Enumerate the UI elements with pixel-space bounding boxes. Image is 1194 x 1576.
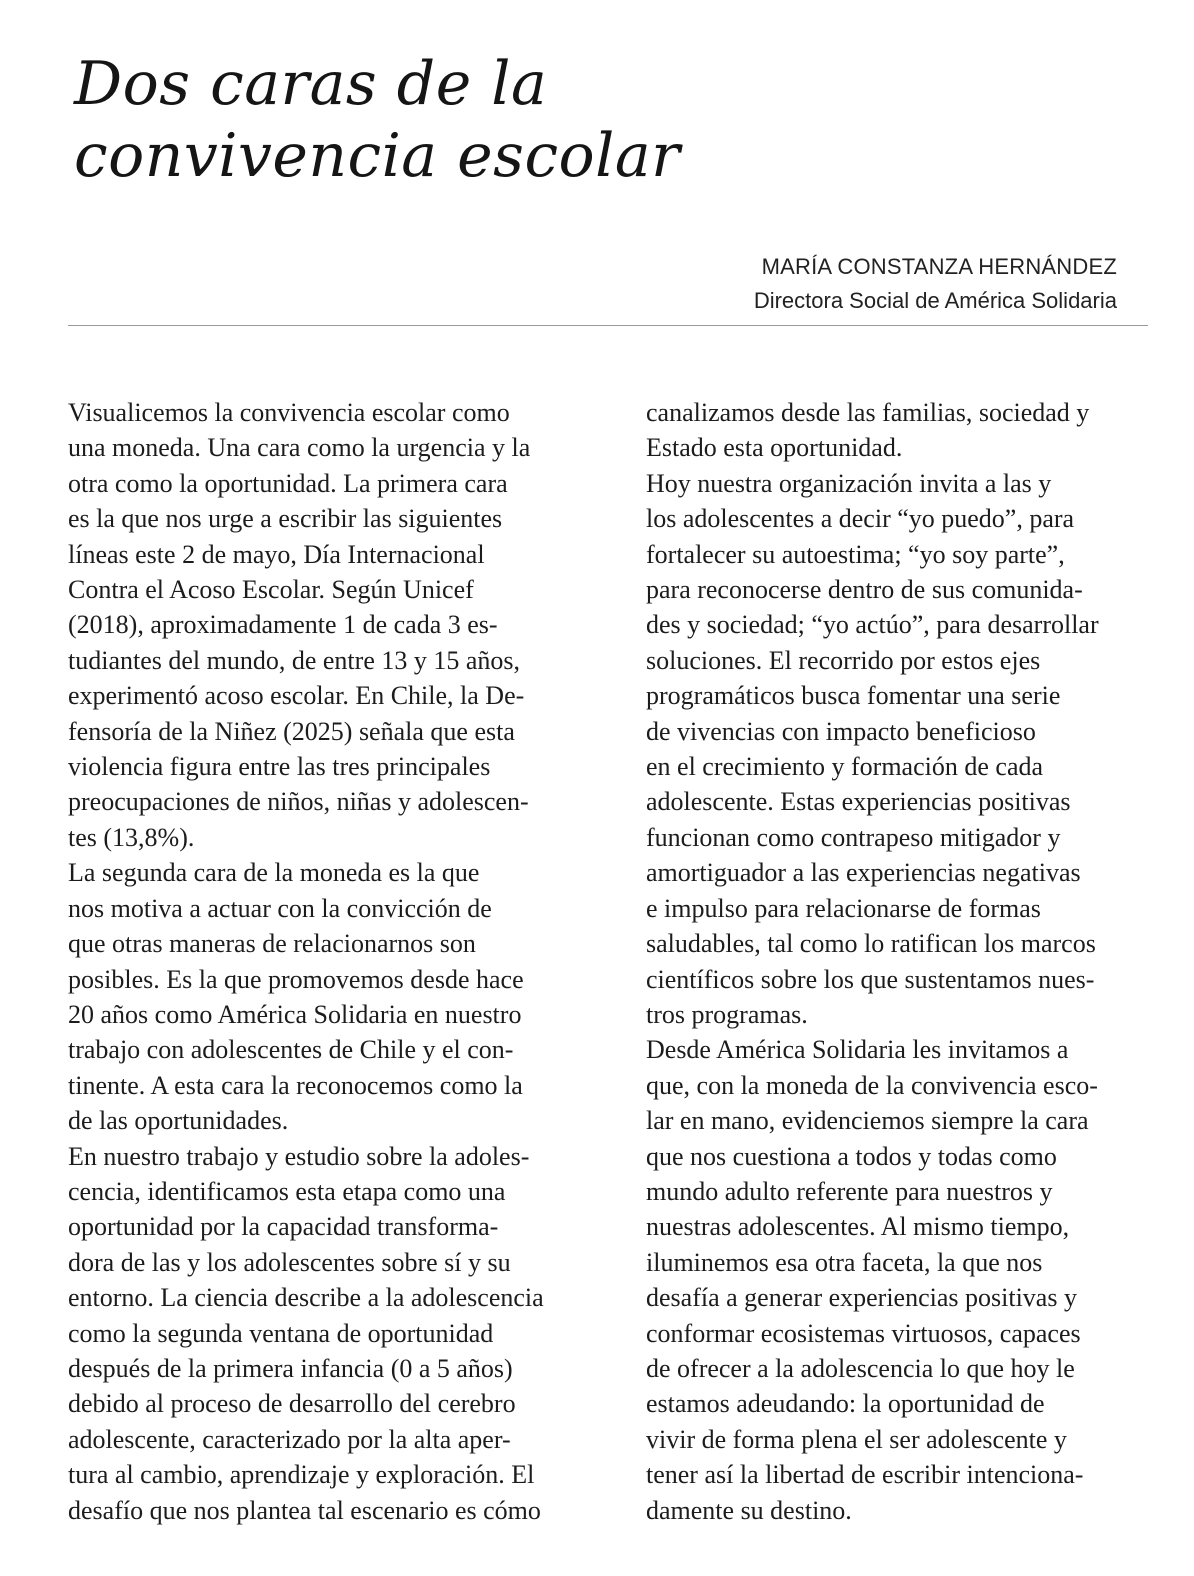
- body-text-line: amortiguador a las experiencias negativas: [646, 858, 1081, 888]
- body-text-line: de las oportunidades.: [68, 1106, 289, 1136]
- body-text-line: tros programas.: [646, 999, 808, 1029]
- body-text-line: Desde América Solidaria les invitamos a: [646, 1035, 1069, 1065]
- body-text-line: La segunda cara de la moneda es la que: [68, 858, 480, 888]
- author-role: Directora Social de América Solidaria: [753, 288, 1117, 313]
- body-text-line: desafío que nos plantea tal escenario es cómo: [68, 1495, 541, 1525]
- body-text-line: e impulso para relacionarse de formas: [646, 893, 1041, 923]
- body-text-line: tudiantes del mundo, de entre 13 y 15 años,: [68, 645, 521, 675]
- body-text-line: des y sociedad; “yo actúo”, para desarrollar: [646, 610, 1099, 640]
- body-text-line: desafía a generar experiencias positivas y: [646, 1283, 1077, 1313]
- title-line-2: convivencia escolar: [74, 121, 681, 191]
- header-divider: [68, 325, 1148, 326]
- title-line-1: Dos caras de la: [74, 49, 548, 119]
- body-text-line: cencia, identificamos esta etapa como una: [68, 1176, 506, 1206]
- body-text-line: de ofrecer a la adolescencia lo que hoy le: [646, 1353, 1075, 1383]
- body-text-line: como la segunda ventana de oportunidad: [68, 1318, 494, 1348]
- body-text-line: Visualicemos la convivencia escolar como: [68, 398, 510, 427]
- author-name: MARÍA CONSTANZA HERNÁNDEZ: [761, 254, 1117, 279]
- body-text-line: tura al cambio, aprendizaje y exploración. El: [68, 1460, 535, 1490]
- body-text-line: damente su destino.: [646, 1495, 852, 1525]
- body-text-line: Contra el Acoso Escolar. Según Unicef: [68, 575, 474, 605]
- body-text-line: lar en mano, evidenciemos siempre la cara: [646, 1106, 1089, 1136]
- body-text-line: funcionan como contrapeso mitigador y: [646, 822, 1061, 852]
- body-text-line: violencia figura entre las tres principales: [68, 752, 491, 782]
- body-text-line: adolescente, caracterizado por la alta aper-: [68, 1424, 511, 1454]
- body-text-line: conformar ecosistemas virtuosos, capaces: [646, 1318, 1081, 1348]
- body-text-line: nos motiva a actuar con la convicción de: [68, 893, 492, 923]
- body-text-line: trabajo con adolescentes de Chile y el con-: [68, 1035, 514, 1065]
- body-text-line: iluminemos esa otra faceta, la que nos: [646, 1247, 1043, 1277]
- body-text-line: oportunidad por la capacidad transforma-: [68, 1212, 499, 1242]
- byline: [754, 250, 1117, 318]
- body-column-left: [68, 395, 598, 1528]
- body-text-line: saludables, tal como lo ratifican los marcos: [646, 929, 1096, 959]
- body-text-line: posibles. Es la que promovemos desde hace: [68, 964, 524, 994]
- body-text-line: nuestras adolescentes. Al mismo tiempo,: [646, 1212, 1070, 1242]
- body-text-line: una moneda. Una cara como la urgencia y la: [68, 433, 531, 463]
- body-text-line: líneas este 2 de mayo, Día Internacional: [68, 539, 485, 569]
- body-text-line: estamos adeudando: la oportunidad de: [646, 1389, 1045, 1419]
- article-title: [74, 48, 680, 192]
- body-text-line: debido al proceso de desarrollo del cerebro: [68, 1389, 516, 1419]
- body-text-line: adolescente. Estas experiencias positivas: [646, 787, 1071, 817]
- body-text-line: científicos sobre los que sustentamos nues-: [646, 964, 1095, 994]
- body-text-line: es la que nos urge a escribir las siguientes: [68, 504, 503, 534]
- body-text-line: tinente. A esta cara la reconocemos como la: [68, 1070, 523, 1100]
- body-text-line: preocupaciones de niños, niñas y adolescen-: [68, 787, 529, 817]
- body-text-line: los adolescentes a decir “yo puedo”, para: [646, 504, 1075, 534]
- body-text-line: tes (13,8%).: [68, 822, 195, 852]
- body-text-line: mundo adulto referente para nuestros y: [646, 1176, 1053, 1206]
- body-text-line: otra como la oportunidad. La primera cara: [68, 468, 508, 498]
- body-text-line: programáticos busca fomentar una serie: [646, 681, 1061, 711]
- body-text-line: entorno. La ciencia describe a la adolescencia: [68, 1283, 544, 1313]
- body-column-right: [646, 395, 1156, 1528]
- body-text-line: de vivencias con impacto beneficioso: [646, 716, 1036, 746]
- body-text-line: fortalecer su autoestima; “yo soy parte”,: [646, 539, 1065, 569]
- body-text-line: 20 años como América Solidaria en nuestro: [68, 999, 522, 1029]
- body-text-line: experimentó acoso escolar. En Chile, la De-: [68, 681, 525, 711]
- body-text-line: que nos cuestiona a todos y todas como: [646, 1141, 1057, 1171]
- body-text-line: vivir de forma plena el ser adolescente y: [646, 1424, 1067, 1454]
- body-text-line: (2018), aproximadamente 1 de cada 3 es-: [68, 610, 498, 640]
- body-text-line: en el crecimiento y formación de cada: [646, 752, 1044, 782]
- body-text-line: Estado esta oportunidad.: [646, 433, 903, 463]
- body-text-line: fensoría de la Niñez (2025) señala que esta: [68, 716, 515, 746]
- body-text-line: tener así la libertad de escribir intenciona-: [646, 1460, 1084, 1490]
- body-text-line: dora de las y los adolescentes sobre sí y su: [68, 1247, 511, 1277]
- body-text-line: después de la primera infancia (0 a 5 años): [68, 1353, 513, 1383]
- body-text-line: para reconocerse dentro de sus comunida-: [646, 575, 1083, 605]
- body-text-line: Hoy nuestra organización invita a las y: [646, 468, 1052, 498]
- body-text-line: que otras maneras de relacionarnos son: [68, 929, 476, 959]
- body-text-line: que, con la moneda de la convivencia esco-: [646, 1070, 1098, 1100]
- body-text-line: soluciones. El recorrido por estos ejes: [646, 645, 1041, 675]
- body-text-line: canalizamos desde las familias, sociedad y: [646, 398, 1090, 427]
- body-text-line: En nuestro trabajo y estudio sobre la adoles-: [68, 1141, 530, 1171]
